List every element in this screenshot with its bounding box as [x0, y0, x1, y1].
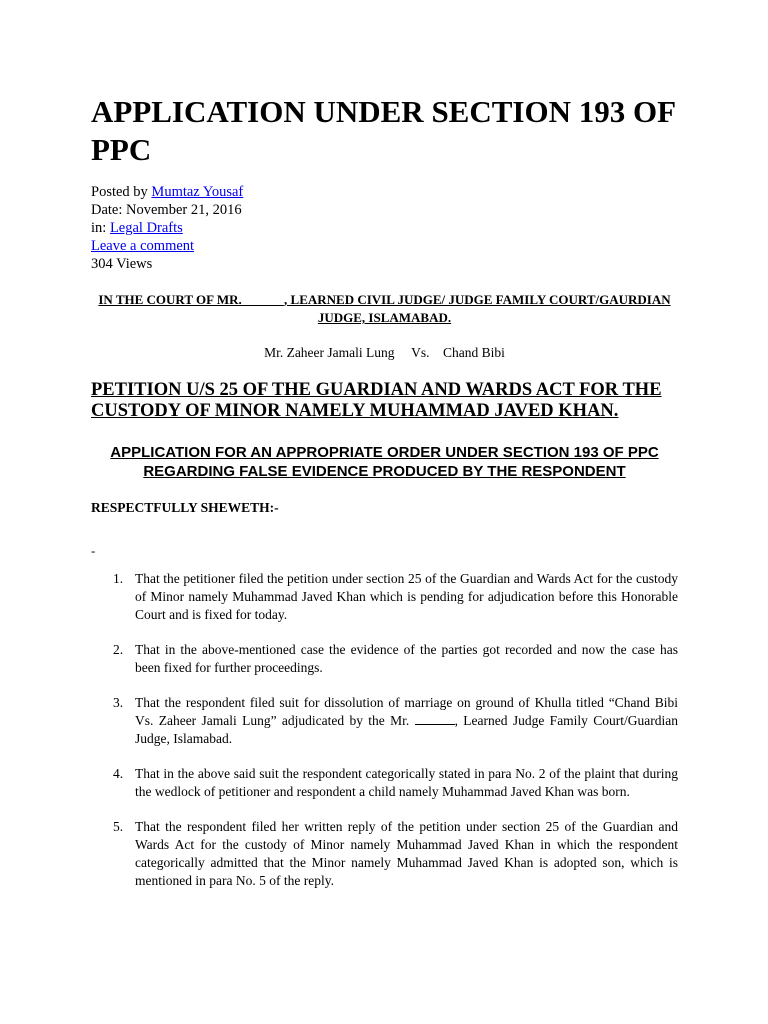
- item-text-start: That the respondent filed suit for dissolution of marriage on ground of Khulla titled “Chand Bibi Vs. Zaheer Jamali Lung” adjudicated by the Mr.: [135, 695, 678, 728]
- court-heading: IN THE COURT OF MR. ______, LEARNED CIVIL JUDGE/ JUDGE FAMILY COURT/GAURDIAN JUDGE, ISLAMABAD.: [98, 292, 671, 325]
- author-link[interactable]: Mumtaz Yousaf: [151, 184, 244, 200]
- item-number: 3.: [113, 695, 124, 710]
- comment-line: [91, 237, 243, 255]
- item-number: 2.: [113, 642, 124, 657]
- posted-by-label: Posted by: [91, 184, 152, 200]
- views-count: 304 Views: [91, 256, 153, 272]
- post-meta: [91, 183, 243, 273]
- dash-mark: -: [91, 543, 96, 558]
- petition-heading: PETITION U/S 25 OF THE GUARDIAN AND WARDS ACT FOR THE CUSTODY OF MINOR NAMELY MUHAMMAD JAVED KHAN.: [91, 380, 662, 421]
- item-text: That the respondent filed her written reply of the petition under section 25 of the Guardian and Wards Act for the custody of Minor namely Muhammad Javed Khan in which the respondent categorically admitted that the Minor namely Muhammad Javed Khan is adopted son, which is mentioned in para No. 5 of the reply.: [135, 819, 678, 888]
- item-text: That in the above said suit the respondent categorically stated in para No. 2 of the plaint that during the wedlock of petitioner and respondent a child namely Muhammad Javed Khan was born.: [135, 766, 678, 799]
- list-item: [113, 818, 678, 890]
- item-text: That in the above-mentioned case the evidence of the parties got recorded and now the case has been fixed for further proceedings.: [135, 642, 678, 675]
- list-item: [113, 641, 678, 677]
- posted-by-line: [91, 183, 243, 201]
- item-number: 1.: [113, 571, 124, 586]
- numbered-paragraphs: [113, 570, 678, 907]
- application-heading: APPLICATION FOR AN APPROPRIATE ORDER UNDER SECTION 193 OF PPC REGARDING FALSE EVIDENCE PRODUCED BY THE RESPONDENT: [110, 444, 659, 480]
- item-text: That the petitioner filed the petition under section 25 of the Guardian and Wards Act for the custody of Minor namely Muhammad Javed Khan which is pending for adjudication before this Honorable Court and is fixed for today.: [135, 571, 678, 622]
- list-item: [113, 694, 678, 748]
- case-parties: Mr. Zaheer Jamali Lung Vs. Chand Bibi: [264, 345, 505, 360]
- category-link[interactable]: Legal Drafts: [109, 220, 183, 236]
- list-item: [113, 570, 678, 624]
- salutation: RESPECTFULLY SHEWETH:-: [91, 500, 279, 515]
- leave-comment-link[interactable]: Leave a comment: [91, 238, 195, 254]
- category-line: [91, 219, 243, 237]
- item-text-end: , Learned Judge Family Court/Guardian Judge, Islamabad.: [135, 713, 678, 746]
- item-number: 5.: [113, 819, 124, 834]
- page-title: APPLICATION UNDER SECTION 193 OF PPC: [91, 94, 675, 167]
- date-line: Date: November 21, 2016: [91, 202, 242, 218]
- list-item: [113, 765, 678, 801]
- item-number: 4.: [113, 766, 124, 781]
- category-label: in:: [91, 220, 110, 236]
- blank-line: [415, 712, 455, 725]
